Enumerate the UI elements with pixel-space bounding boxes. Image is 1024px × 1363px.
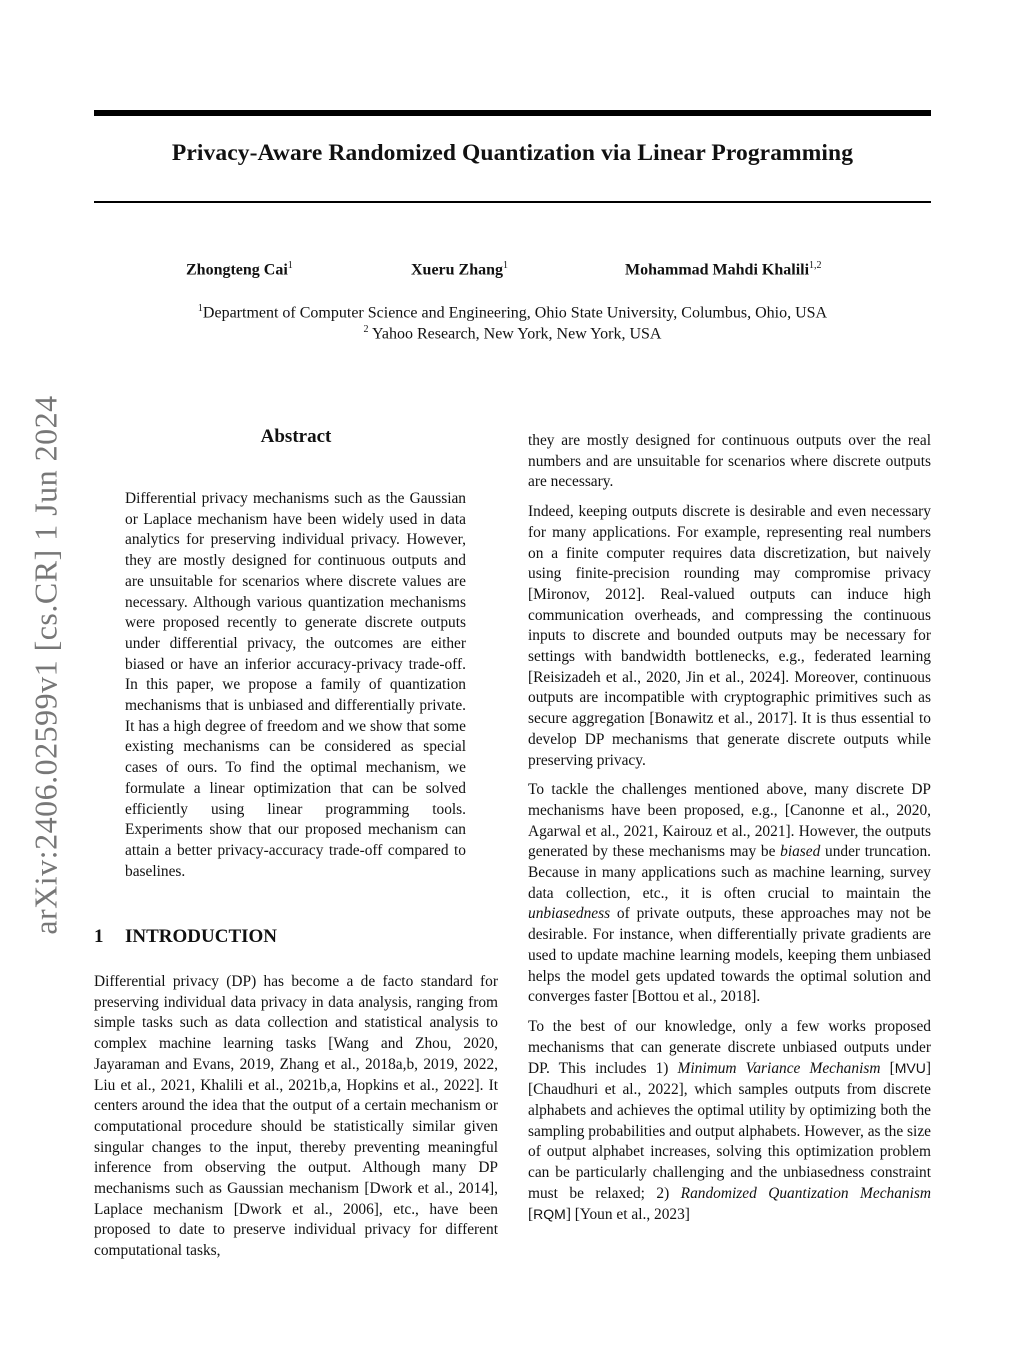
section-title: INTRODUCTION	[125, 926, 278, 947]
affiliation-text: Department of Computer Science and Engineering, Ohio State University, Columbus, Ohio, USA	[202, 304, 828, 322]
mechanism-abbrev: RQM	[533, 1206, 566, 1223]
affiliation-text: Yahoo Research, New York, New York, USA	[368, 325, 662, 343]
title-rule-top	[94, 110, 931, 116]
affiliation-2	[94, 324, 931, 343]
text-run: under truncation. Because in many applications such as machine learning, survey data collection, etc., it is often crucial to maintain the	[528, 843, 931, 902]
affiliation-mark: 2	[363, 324, 369, 335]
section-heading-introduction	[94, 926, 277, 948]
author-2	[411, 260, 508, 279]
author-name: Xueru Zhang	[411, 261, 504, 279]
author-name: Mohammad Mahdi Khalili	[625, 261, 810, 279]
emphasis: Randomized Quantization Mechanism	[680, 1184, 931, 1202]
author-3	[625, 260, 822, 279]
emphasis: unbiasedness	[528, 905, 611, 923]
section-number: 1	[94, 926, 104, 947]
text-run: of private outputs, these approaches may not be desirable. For instance, when differentially private gradients are used to update machine learning models, keeping them unbiased helps the model gets updated towards the optimal solution and converges faster [Bottou et al., 2018].	[528, 905, 931, 1006]
right-column	[528, 431, 931, 1235]
paragraph: Differential privacy (DP) has become a de facto standard for preserving individual data privacy in data analysis, ranging from simple tasks such as data collection and statistical analysis to complex machine learning tasks [Wang and Zhou, 2020, Jayaraman and Evans, 2019, Zhang et al., 2018a,b, 2019, 2022, Liu et al., 2021, Khalili et al., 2021b,a, Hopkins et al., 2022]. It centers around the idea that the output of a certain mechanism or computational procedure should be statistically similar given singular changes to the input, thereby preventing meaningful inference from observing the output. Although many DP mechanisms such as Gaussian mechanism [Dwork et al., 2014], Laplace mechanism [Dwork et al., 2006], etc., have been proposed to date to preserve individual privacy for different computational tasks,	[94, 973, 498, 1260]
abstract-body: Differential privacy mechanisms such as the Gaussian or Laplace mechanism have been widely used in data analytics for preserving individual privacy. However, they are mostly designed for continuous outputs and are unsuitable for scenarios where discrete values are necessary. Although various quantization mechanisms were proposed recently to generate discrete outputs under differential privacy, the outcomes are either biased or have an inferior accuracy-privacy trade-off. In this paper, we propose a family of quantization mechanisms that is unbiased and differentially private. It has a high degree of freedom and we show that some existing mechanisms can be considered as special cases of ours. To find the optimal mechanism, we formulate a linear optimization that can be solved efficiently using linear programming tools. Experiments show that our proposed mechanism can attain a better privacy-accuracy trade-off compared to baselines.	[125, 490, 466, 880]
text-run: To the best of our knowledge, only a few works proposed mechanisms that can generate discrete unbiased outputs under DP. This includes 1)	[528, 1017, 931, 1078]
mechanism-abbrev: MVU	[894, 1060, 926, 1077]
paragraph: To the best of our knowledge, only a few works proposed mechanisms that can generate discrete unbiased outputs under DP. This includes 1) Minimum Variance Mechanism [MVU] [Chaudhuri et al., 2022], which samples outputs from discrete alphabets and achieves the optimal utility by optimizing both the sampling probabilities and output alphabets. However, as the size of output alphabet increases, solving this optimization problem can be particularly challenging and the unbiasedness constraint must be relaxed; 2) Randomized Quantization Mechanism [RQM] [Youn et al., 2023]	[528, 1017, 931, 1224]
left-column-intro	[94, 972, 498, 1271]
affiliation-1	[94, 303, 931, 322]
text-run: ] [Chaudhuri et al., 2022], which samples outputs from discrete alphabets and achieves the optimal utility by optimizing both the sampling probabilities and output alphabets. However, as the size of output alphabet increases, solving this optimization problem can be particularly challenging and the unbiasedness constraint must be relaxed; 2)	[528, 1060, 931, 1202]
emphasis: biased	[780, 843, 821, 861]
paper-title: Privacy-Aware Randomized Quantization via Linear Programming	[171, 140, 854, 166]
title-rule-bottom	[94, 201, 931, 203]
author-name: Zhongteng Cai	[186, 261, 288, 279]
text-run: ] [Youn et al., 2023]	[565, 1206, 690, 1224]
paragraph: Indeed, keeping outputs discrete is desirable and even necessary for many applications. For example, representing real numbers on a finite computer requires data discretization, but naively using finite-precision rounding may compromise privacy [Mironov, 2012]. Real-valued outputs can induce high communication overheads, and compressing the continuous inputs to discrete and bounded outputs may be necessary for settings with bandwidth bottlenecks, e.g., federated learning [Reisizadeh et al., 2020, Jin et al., 2024]. Moreover, continuous outputs are incompatible with cryptographic primitives such as secure aggregation [Bonawitz et al., 2017]. It is thus essential to develop DP mechanisms that generate discrete outputs while preserving privacy.	[528, 503, 931, 769]
author-1	[186, 260, 293, 279]
author-affiliation-mark: 1,2	[809, 260, 822, 271]
emphasis: Minimum Variance Mechanism	[677, 1060, 881, 1078]
author-affiliation-mark: 1	[503, 260, 509, 271]
paragraph: they are mostly designed for continuous outputs over the real numbers and are unsuitable for scenarios where discrete outputs are necessary.	[528, 432, 931, 491]
author-affiliation-mark: 1	[287, 260, 293, 271]
affiliation-mark: 1	[197, 303, 203, 314]
arxiv-sidebar-stamp: arXiv:2406.02599v1 [cs.CR] 1 Jun 2024	[27, 395, 64, 935]
paragraph	[528, 780, 931, 1008]
abstract-heading: Abstract	[260, 426, 332, 447]
text-run: To tackle the challenges mentioned above, many discrete DP mechanisms have been proposed, e.g., [Canonne et al., 2020, Agarwal et al., 2021, Kairouz et al., 2021]. However, the outputs generated by these mechanisms may be	[528, 781, 931, 861]
